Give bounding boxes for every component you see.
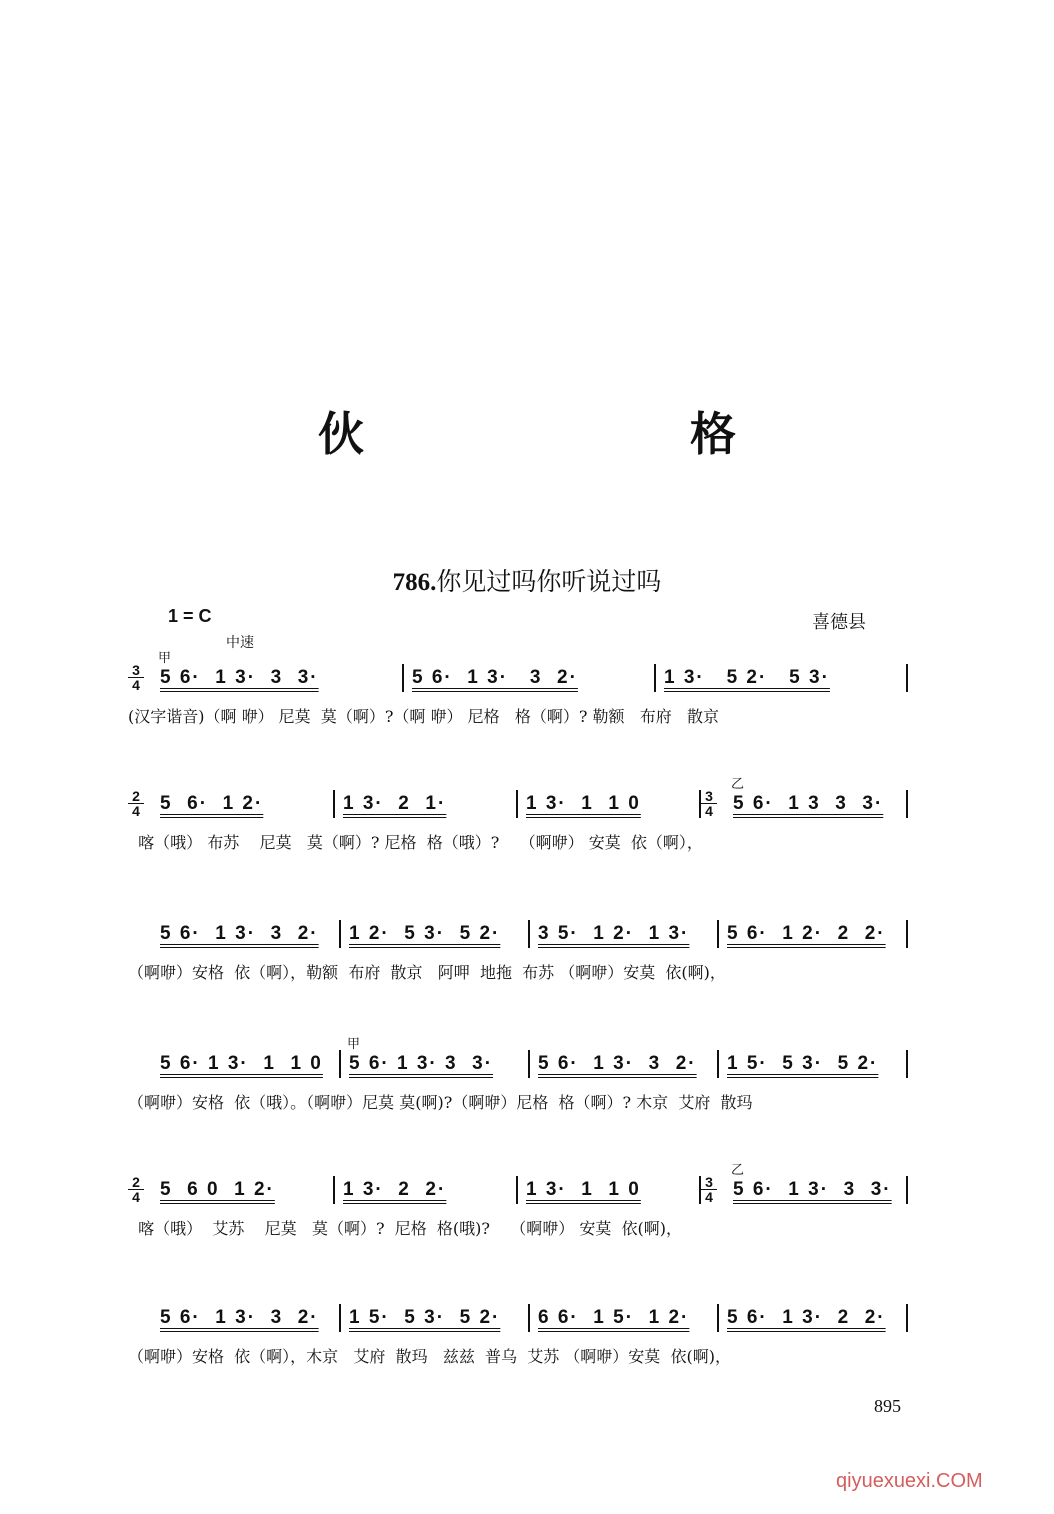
score-line xyxy=(128,908,908,983)
measure xyxy=(152,790,335,818)
score-line xyxy=(128,1292,908,1367)
score-line xyxy=(128,1164,908,1239)
measure-notes: 5 6· 1 3· 1 1 0 xyxy=(160,1053,323,1074)
measure xyxy=(335,790,518,818)
measure xyxy=(335,1176,518,1204)
section-mark: 甲 xyxy=(158,650,174,665)
measure-notes: 6 6· 1 5· 1 2· xyxy=(538,1307,690,1328)
lyrics-row: （啊咿）安格 依（啊），木京 艾府 散玛 兹兹 普乌 艾苏 （啊咿）安莫 依(啊)， xyxy=(128,1347,731,1366)
time-signature-digit: 4 xyxy=(705,803,713,819)
measure xyxy=(341,1036,530,1078)
measure-notes: 5 6· 1 3· 3 2· xyxy=(412,667,578,688)
time-signature-digit: 4 xyxy=(705,1189,713,1205)
lyrics-row: （啊咿）安格 依（哦）。（啊咿）尼莫 莫(啊)?（啊咿）尼格 格（啊）? 木京 艾府 散玛 xyxy=(128,1093,753,1112)
measure-notes: 1 3· 5 2· 5 3· xyxy=(664,667,830,688)
measure-notes: 1 5· 5 3· 5 2· xyxy=(727,1053,879,1074)
lyrics-row: 喀（哦） 艾苏 尼莫 莫（啊）? 尼格 格(哦)? （啊咿） 安莫 依(啊)， xyxy=(128,1219,683,1238)
measure xyxy=(530,1050,719,1078)
key-signature: 1 = C xyxy=(168,606,212,626)
notes-row xyxy=(128,1164,908,1204)
measure xyxy=(719,920,908,948)
measure-notes: 3 5· 1 2· 1 3· xyxy=(538,923,690,944)
measure xyxy=(152,650,404,692)
measure-notes: 1 3· 1 1 0 xyxy=(526,1179,641,1200)
time-signature-digit: 2 xyxy=(128,1175,144,1190)
song-number: 786. xyxy=(392,569,437,596)
time-signature xyxy=(128,1175,144,1204)
time-signature-digit: 3 xyxy=(701,1175,717,1190)
time-signature xyxy=(701,789,717,818)
notes-row xyxy=(128,778,908,818)
measure-notes: 5 6· 1 2· 2 2· xyxy=(727,923,886,944)
section-mark: 乙 xyxy=(731,1162,747,1177)
measure-notes: 5 6· 1 3· 2 2· xyxy=(727,1307,886,1328)
time-signature xyxy=(128,789,144,818)
measure xyxy=(725,1162,908,1204)
song-name: 你见过吗你听说过吗 xyxy=(436,567,662,596)
measure xyxy=(404,664,656,692)
measure xyxy=(341,1304,530,1332)
time-signature xyxy=(128,663,144,692)
measure xyxy=(719,1304,908,1332)
time-signature-digit: 4 xyxy=(132,1189,140,1205)
notes-row xyxy=(128,1038,908,1078)
measure-notes: 5 6· 1 3· 3 2· xyxy=(160,923,319,944)
measure xyxy=(656,664,908,692)
measure-notes: 1 3· 2 1· xyxy=(343,793,447,814)
measure-notes: 5 6· 1 3· 3 2· xyxy=(538,1053,697,1074)
measure-notes: 1 2· 5 3· 5 2· xyxy=(349,923,501,944)
lyrics-row: 喀（哦） 布苏 尼莫 莫（啊）? 尼格 格（哦）? （啊咿） 安莫 依（啊）， xyxy=(128,833,703,852)
measure xyxy=(518,790,701,818)
measure-notes: 1 5· 5 3· 5 2· xyxy=(349,1307,501,1328)
score-line xyxy=(128,778,908,853)
measure-notes: 5 6· 1 2· xyxy=(160,793,264,814)
lyrics-row: （啊咿）安格 依（啊），勒额 布府 散京 阿呷 地拖 布苏 （啊咿）安莫 依(啊)， xyxy=(128,963,726,982)
time-signature-digit: 4 xyxy=(132,803,140,819)
notes-row xyxy=(128,1292,908,1332)
measure-notes: 5 6· 1 3· 3 2· xyxy=(160,1307,319,1328)
notes-row xyxy=(128,652,908,692)
measure-notes: 5 6· 1 3· 3 3· xyxy=(160,667,319,688)
measure xyxy=(725,776,908,818)
measure xyxy=(341,920,530,948)
region: 喜德县 xyxy=(812,612,866,633)
page-number: 895 xyxy=(874,1396,901,1416)
measure xyxy=(719,1050,908,1078)
measure xyxy=(530,920,719,948)
measure-notes: 5 6· 1 3· 3 3· xyxy=(733,1179,892,1200)
measure xyxy=(152,1176,335,1204)
lyrics-row: (汉字谐音)（啊 咿） 尼莫 莫（啊）?（啊 咿） 尼格 格（啊）? 勒额 布府 散京 xyxy=(128,707,720,726)
time-signature-digit: 4 xyxy=(132,677,140,693)
section-mark: 甲 xyxy=(347,1036,363,1051)
measure xyxy=(518,1176,701,1204)
measure-notes: 5 6 0 1 2· xyxy=(160,1179,275,1200)
section-mark: 乙 xyxy=(731,776,747,791)
measure xyxy=(152,1304,341,1332)
song-title xyxy=(0,562,1054,598)
tempo-marking: 中速 xyxy=(226,635,254,651)
measure-notes: 1 3· 2 2· xyxy=(343,1179,447,1200)
measure-notes: 5 6· 1 3 3 3· xyxy=(733,793,884,814)
time-signature xyxy=(701,1175,717,1204)
measure xyxy=(530,1304,719,1332)
score-line xyxy=(128,652,908,727)
measure-notes: 1 3· 1 1 0 xyxy=(526,793,641,814)
time-signature-digit: 2 xyxy=(128,789,144,804)
time-signature-digit: 3 xyxy=(128,663,144,678)
measure xyxy=(152,1050,341,1078)
score-line xyxy=(128,1038,908,1113)
watermark: qiyuexuexi.COM xyxy=(836,1470,983,1492)
measure-notes: 5 6· 1 3· 3 3· xyxy=(349,1053,494,1074)
measure xyxy=(152,920,341,948)
time-signature-digit: 3 xyxy=(701,789,717,804)
notes-row xyxy=(128,908,908,948)
chapter-title: 伙 格 xyxy=(318,407,876,461)
